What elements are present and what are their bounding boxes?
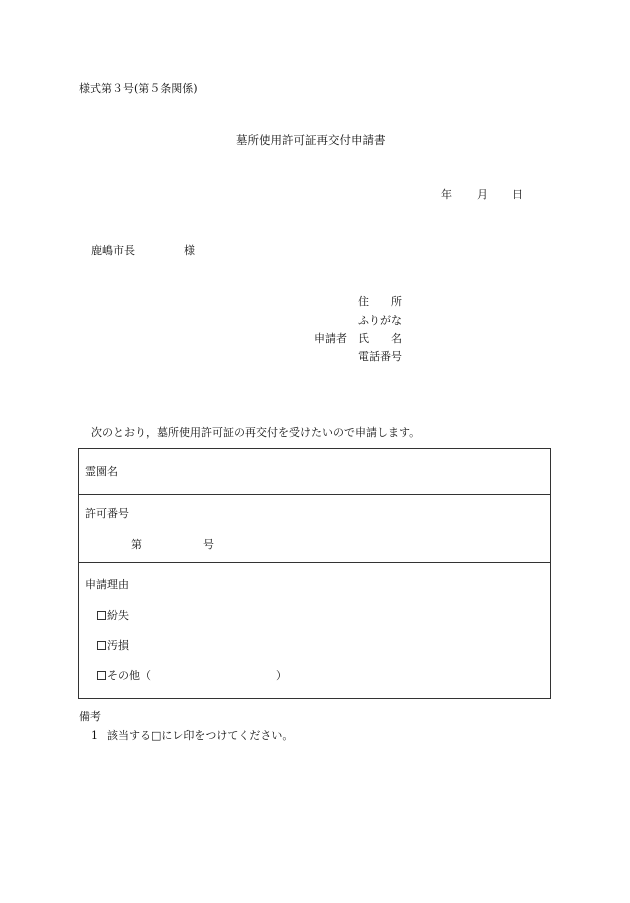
reason-other-option[interactable] [97, 669, 151, 683]
reason-lost-option[interactable] [97, 609, 129, 623]
date-day-label: 日 [512, 188, 523, 201]
reason-lost-label: 紛失 [107, 609, 129, 622]
date-month-label: 月 [477, 188, 488, 201]
date-year-label: 年 [441, 188, 452, 201]
permit-number-suffix: 号 [203, 538, 214, 551]
reason-other-label: その他（ [107, 669, 151, 682]
document-title: 墓所使用許可証再交付申請書 [236, 133, 386, 147]
applicant-label: 申請者 [314, 332, 347, 345]
applicant-furigana-label: ふりがな [358, 314, 402, 327]
reason-other-close-paren: ） [276, 669, 287, 682]
reason-lost-checkbox[interactable] [97, 611, 106, 620]
applicant-phone-label: 電話番号 [358, 350, 402, 363]
reason-other-checkbox[interactable] [97, 671, 106, 680]
table-divider [79, 494, 550, 495]
form-number: 様式第３号(第５条関係) [79, 82, 198, 95]
notes-heading: 備考 [79, 710, 101, 723]
addressee-name: 鹿嶋市長 [91, 244, 135, 257]
permit-number-label: 許可番号 [85, 507, 129, 520]
reason-damaged-label: 汚損 [107, 639, 129, 652]
reason-label: 申請理由 [85, 578, 129, 591]
table-divider [79, 562, 550, 563]
applicant-address-label: 住 所 [358, 295, 402, 308]
reason-damaged-checkbox[interactable] [97, 641, 106, 650]
addressee-honorific: 様 [184, 244, 195, 257]
reason-damaged-option[interactable] [97, 639, 129, 653]
notes-item-text: 該当する□にレ印をつけてください。 [107, 729, 294, 742]
notes-item-number: 1 [91, 729, 98, 742]
application-statement: 次のとおり，墓所使用許可証の再交付を受けたいので申請します。 [91, 426, 421, 439]
application-table [78, 448, 551, 699]
permit-number-prefix: 第 [131, 538, 142, 551]
applicant-name-label: 氏 名 [358, 332, 402, 345]
cemetery-name-label: 霊園名 [85, 465, 118, 478]
